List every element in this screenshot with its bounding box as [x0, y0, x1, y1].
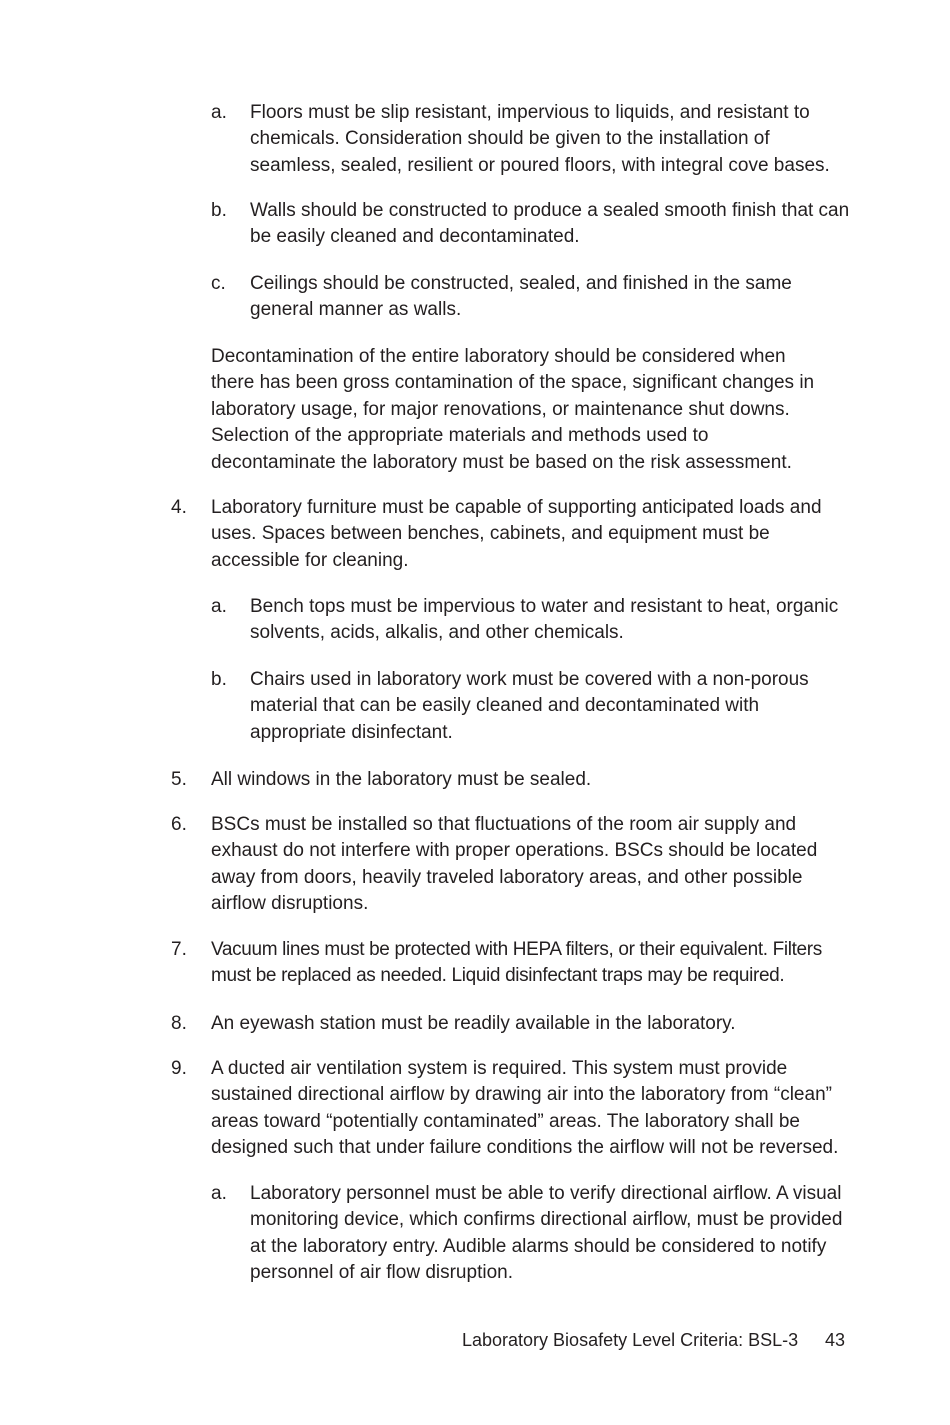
list-item-text: Laboratory personnel must be able to verify directional airflow. A visual monitoring device, which confirms directional airflow, must be provided at the laboratory entry. Audible alarms should be considered to notify personnel of air flow disruption.	[250, 1183, 843, 1284]
list-marker: b.	[211, 669, 227, 690]
list-marker: b.	[211, 200, 227, 221]
list-item-text: Walls should be constructed to produce a sealed smooth finish that can be easily cleaned and decontaminated.	[250, 200, 850, 248]
list-item-text: Bench tops must be impervious to water and resistant to heat, organic solvents, acids, alkalis, and other chemicals.	[250, 596, 839, 644]
running-footer-title: Laboratory Biosafety Level Criteria: BSL-3	[462, 1330, 799, 1350]
list-marker: c.	[211, 273, 226, 294]
list-marker: 7.	[171, 939, 187, 960]
list-item-text: Chairs used in laboratory work must be covered with a non-porous material that can be easily cleaned and decontaminated with appropriate disinfectant.	[250, 669, 809, 743]
list-item-text: A ducted air ventilation system is required. This system must provide sustained directional airflow by drawing air into the laboratory from “clean” areas toward “potentially contaminated” areas. The laboratory shall be designed such that under failure conditions the airflow will not be reversed.	[211, 1058, 839, 1159]
decontamination-paragraph: Decontamination of the entire laboratory should be considered when there has been gross contamination of the space, significant changes in laboratory usage, for major renovations, or maintenance shut downs. Selection of the appropriate materials and methods used to decontaminate the laboratory must be based on the risk assessment.	[211, 346, 815, 473]
page-number: 43	[825, 1330, 846, 1350]
list-item-text: All windows in the laboratory must be sealed.	[211, 769, 592, 790]
list-item-text: An eyewash station must be readily available in the laboratory.	[211, 1013, 736, 1034]
list-item-text: Floors must be slip resistant, impervious to liquids, and resistant to chemicals. Consideration should be given to the installation of seamless, sealed, resilient or poured floors, with integral cove bases.	[250, 102, 830, 176]
list-marker: 6.	[171, 814, 187, 835]
list-marker: a.	[211, 596, 227, 617]
list-item-text: Laboratory furniture must be capable of supporting anticipated loads and uses. Spaces between benches, cabinets, and equipment must be accessible for cleaning.	[211, 497, 822, 571]
list-marker: a.	[211, 1183, 227, 1204]
list-marker: 4.	[171, 497, 187, 518]
list-marker: 9.	[171, 1058, 187, 1079]
list-marker: 5.	[171, 769, 187, 790]
list-marker: a.	[211, 102, 227, 123]
list-marker: 8.	[171, 1013, 187, 1034]
list-item-text: BSCs must be installed so that fluctuations of the room air supply and exhaust do not interfere with proper operations. BSCs should be located away from doors, heavily traveled laboratory areas, and other possible airflow disruptions.	[211, 814, 818, 915]
list-item-text: Ceilings should be constructed, sealed, and finished in the same general manner as walls.	[250, 273, 792, 321]
page-footer	[0, 1327, 950, 1353]
list-item-text: Vacuum lines must be protected with HEPA filters, or their equivalent. Filters must be replaced as needed. Liquid disinfectant traps may be required.	[211, 939, 822, 987]
